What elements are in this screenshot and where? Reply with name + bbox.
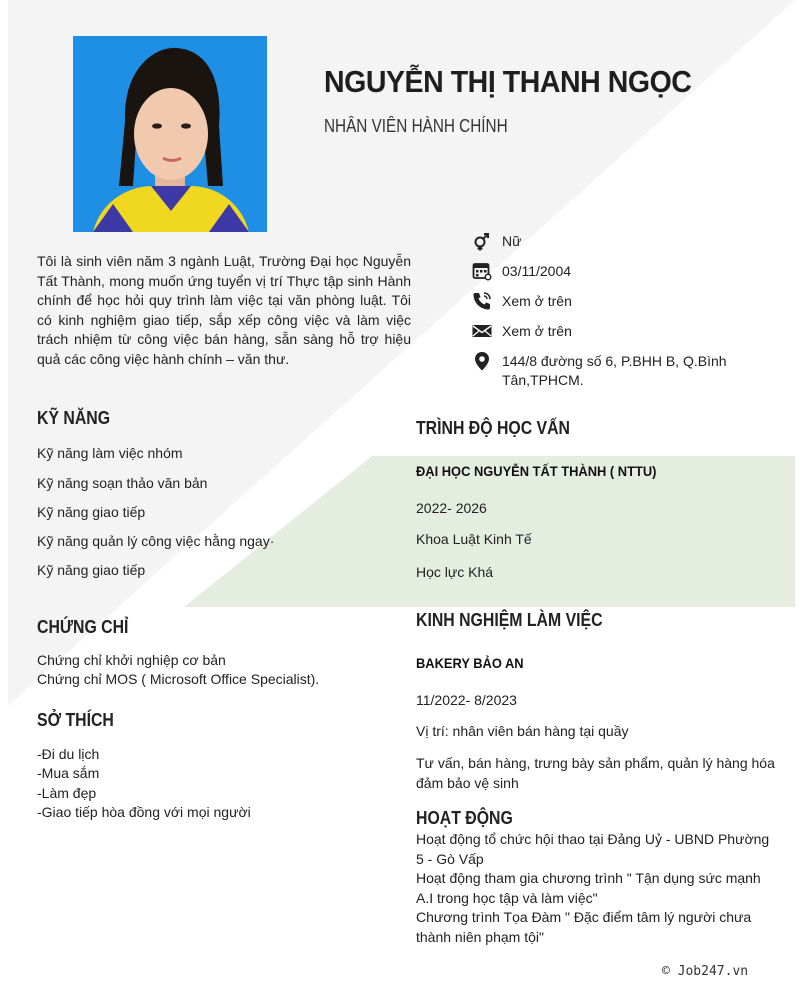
phone-value: Xem ở trên bbox=[502, 293, 572, 309]
hobbies-title: SỞ THÍCH bbox=[37, 710, 114, 730]
certificate-item: Chứng chỉ MOS ( Microsoft Office Specialist). bbox=[37, 671, 320, 687]
certificate-item: Chứng chỉ khởi nghiệp cơ bản bbox=[37, 652, 226, 668]
company-name: BAKERY BẢO AN bbox=[416, 655, 524, 671]
activities-title: HOẠT ĐỘNG bbox=[416, 808, 513, 828]
contact-email bbox=[472, 321, 752, 351]
school-name: ĐẠI HỌC NGUYỄN TẤT THÀNH ( NTTU) bbox=[416, 463, 657, 479]
hobby-item: -Làm đẹp bbox=[37, 785, 97, 801]
experience-description: Tư vấn, bán hàng, trưng bày sản phẩm, quản lý hàng hóa đảm bảo vệ sinh bbox=[416, 755, 775, 791]
activity-item: Hoạt động tổ chức hội thao tại Đảng Uỷ - UBND Phường 5 - Gò Vấp bbox=[416, 831, 770, 867]
skill-item: Kỹ năng soạn thảo văn bản bbox=[37, 475, 208, 491]
address-value: 144/8 đường số 6, P.BHH B, Q.Bình Tân,TPHCM. bbox=[502, 353, 727, 388]
experience-title: KINH NGHIỆM LÀM VIỆC bbox=[416, 610, 603, 630]
skills-title: KỸ NĂNG bbox=[37, 408, 111, 428]
profile-photo bbox=[73, 36, 267, 232]
experience-period: 11/2022- 8/2023 bbox=[416, 692, 517, 708]
calendar-icon bbox=[472, 261, 492, 281]
education-title: TRÌNH ĐỘ HỌC VẤN bbox=[416, 418, 570, 438]
contact-phone bbox=[472, 291, 752, 321]
candidate-name: NGUYỄN THỊ THANH NGỌC bbox=[324, 64, 692, 99]
education-grade: Học lực Khá bbox=[416, 564, 494, 580]
contact-birthday bbox=[472, 261, 752, 291]
contact-info bbox=[472, 231, 752, 390]
birthday-value: 03/11/2004 bbox=[502, 263, 572, 279]
contact-gender bbox=[472, 231, 752, 261]
experience-position: Vị trí: nhân viên bán hàng tại quầy bbox=[416, 723, 629, 739]
career-summary: Tôi là sinh viên năm 3 ngành Luật, Trường Đại học Nguyễn Tất Thành, mong muốn ứng tuyển vị trí Thực tập sinh Hành chính để học hỏi quy trình làm việc tại văn phòng luật. Tôi có kinh nghiệm giao tiếp, sắp xếp công việc và làm việc trách nhiệm từ công việc bán hàng, sẵn sàng hỗ trợ hiệu quả các công việc hành chính – văn thư. bbox=[37, 253, 411, 367]
gender-icon bbox=[472, 231, 492, 251]
skill-item: Kỹ năng quản lý công việc hằng ngay· bbox=[37, 533, 275, 549]
education-period: 2022- 2026 bbox=[416, 500, 487, 516]
gender-value: Nữ bbox=[502, 233, 522, 249]
phone-icon bbox=[472, 291, 492, 311]
email-value: Xem ở trên bbox=[502, 323, 572, 339]
skill-item: Kỹ năng giao tiếp bbox=[37, 562, 146, 578]
skill-item: Kỹ năng làm việc nhóm bbox=[37, 445, 183, 461]
hobby-item: -Giao tiếp hòa đồng với mọi người bbox=[37, 804, 251, 820]
hobby-item: -Mua sắm bbox=[37, 765, 100, 781]
certificates-title: CHỨNG CHỈ bbox=[37, 617, 129, 637]
activity-item: Chương trình Tọa Đàm " Đặc điểm tâm lý người chưa thành niên phạm tội" bbox=[416, 909, 752, 945]
footer-watermark: © Job247.vn bbox=[662, 964, 749, 979]
activity-item: Hoạt động tham gia chương trình " Tận dụng sức mạnh A.I trong học tập và làm việc" bbox=[416, 870, 761, 906]
skill-item: Kỹ năng giao tiếp bbox=[37, 504, 146, 520]
contact-address bbox=[472, 351, 752, 390]
hobby-item: -Đi du lịch bbox=[37, 746, 100, 762]
education-faculty: Khoa Luật Kinh Tế bbox=[416, 531, 532, 547]
candidate-role: NHÂN VIÊN HÀNH CHÍNH bbox=[324, 116, 508, 136]
mail-icon bbox=[472, 321, 492, 341]
location-pin-icon bbox=[472, 351, 492, 371]
